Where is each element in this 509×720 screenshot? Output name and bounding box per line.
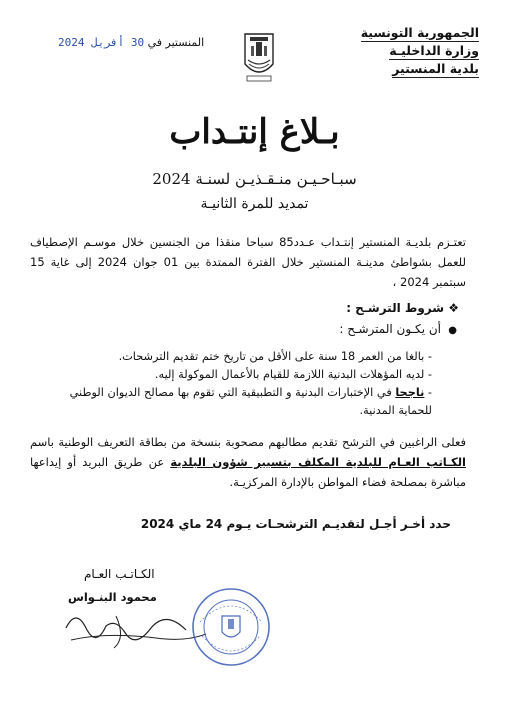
- ministry-name: وزارة الداخليـة: [389, 43, 479, 58]
- condition-item: - ناجحا في الإختبارات البدنية و التطبيقية التي تقوم بها مصالح الديوان الوطني للحماية المدنية.: [69, 386, 432, 417]
- signatory-name: محمود البنـواس: [68, 590, 157, 604]
- document-title: بـلاغ إنتـداب: [169, 112, 340, 152]
- condition-item: - لديه المؤهلات البدنية اللازمة للقيام بالأعمال الموكولة إليه.: [154, 368, 432, 381]
- conditions-lead: أن يكـون المترشـح :: [339, 322, 441, 336]
- signatory-title: الكـاتـب العـام: [84, 567, 155, 581]
- date-stamp: 30 أفريل 2024: [58, 36, 145, 49]
- diamond-bullet-icon: ❖: [444, 301, 459, 315]
- condition-item: - بالغا من العمر 18 سنة على الأقل من تاريخ ختم تقديم الترشحات.: [118, 350, 432, 363]
- extension-note: تمديد للمرة الثانيـة: [200, 196, 309, 212]
- intro-paragraph: تعتـزم بلديـة المنستير إنتـداب عـدد85 سباحا منقذا من الجنسين خلال موسـم الإصطياف للعمل بشواطئ مدينـة المنستير خلال الفترة الممتدة بين 01 جوان 2024 إلى غاية 15 سبتمبر 2024 ،: [30, 235, 466, 289]
- municipality-name: بلدية المنستير: [392, 61, 479, 76]
- conditions-heading: ❖ شروط الترشـح :: [346, 301, 459, 315]
- date-line: [58, 36, 208, 49]
- deadline-line: حدد أخـر أجـل لتقديـم الترشحـات يـوم 24 ماي 2024: [140, 517, 451, 531]
- issuer-block: [329, 24, 479, 78]
- municipal-emblem: [241, 28, 277, 84]
- conditions-list: [60, 348, 432, 420]
- official-seal-stamp: [190, 586, 272, 668]
- application-paragraph: فعلى الراغبين في الترشح تقديم مطالبهم مصحوبة بنسخة من بطاقة التعريف الوطنية باسم الكـاتب العـام للبلدية المكلف بتسيير شؤون البلدية عن طريق البريد أو إيداعها مباشرة بمصلحة فضاء المواطن بالإدارة المركزيـة.: [30, 435, 466, 489]
- country-name: الجمهورية التونسية: [360, 25, 479, 40]
- document-subtitle: سبـاحـيـن منـقـذيـن لسنـة 2024: [152, 170, 357, 188]
- round-bullet-icon: ●: [448, 325, 457, 336]
- place-label: المنستير في: [147, 36, 205, 49]
